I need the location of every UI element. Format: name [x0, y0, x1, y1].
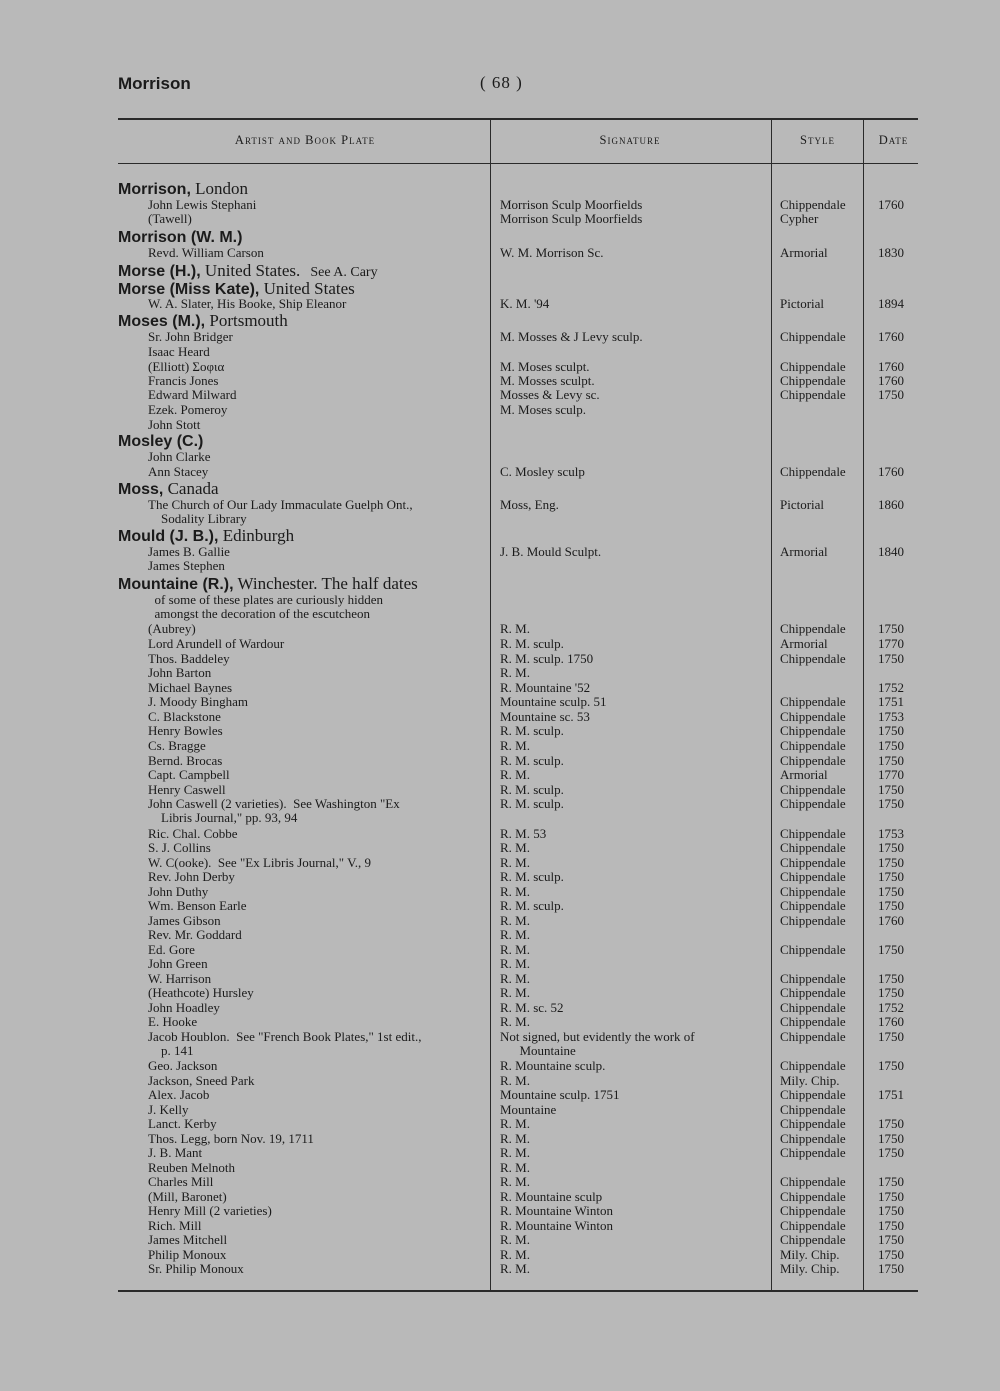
date-cell: 1750 — [878, 985, 904, 1000]
engraver-place: Winchester. The half dates — [233, 574, 418, 593]
signature-cell: R. M. — [500, 884, 530, 899]
style-cell: Chippendale — [780, 197, 846, 212]
style-cell: Chippendale — [780, 1218, 846, 1233]
artist-name: amongst the decoration of the escutcheon — [148, 606, 371, 621]
date-cell: 1750 — [878, 738, 904, 753]
artist-name: J. B. Mant — [148, 1145, 203, 1160]
engraver-surname: Mountaine (R.), — [118, 576, 234, 593]
signature-cell: R. M. — [500, 971, 530, 986]
page-number: ( 68 ) — [480, 73, 523, 92]
date-cell: 1752 — [878, 1000, 904, 1015]
signature-cell: R. Mountaine Winton — [500, 1218, 613, 1233]
artist-name: Edward Milward — [148, 387, 237, 402]
artist-name: W. C(ooke). See "Ex Libris Journal," V., 9 — [148, 855, 372, 870]
style-cell: Chippendale — [780, 464, 846, 479]
style-cell: Chippendale — [780, 913, 846, 928]
style-cell: Mily. Chip. — [780, 1247, 840, 1262]
date-cell: 1750 — [878, 840, 904, 855]
artist-name: John Stott — [148, 417, 201, 432]
signature-cell: M. Moses sculpt. — [500, 359, 590, 374]
artist-name: Geo. Jackson — [148, 1058, 218, 1073]
engraver-place: United States. — [200, 261, 301, 280]
signature-cell: Moss, Eng. — [500, 497, 559, 512]
style-cell: Chippendale — [780, 651, 846, 666]
engraver-place: Edinburgh — [218, 526, 295, 545]
style-cell: Chippendale — [780, 723, 846, 738]
date-cell: 1770 — [878, 636, 904, 651]
artist-name: Rich. Mill — [148, 1218, 202, 1233]
artist-name: Sr. Philip Monoux — [148, 1261, 244, 1276]
signature-cell: R. M. — [500, 1145, 530, 1160]
artist-name: Ric. Chal. Cobbe — [148, 826, 238, 841]
column-header-signature: Signature — [599, 133, 661, 147]
style-cell: Chippendale — [780, 1087, 846, 1102]
style-cell: Mily. Chip. — [780, 1261, 840, 1276]
artist-name: Bernd. Brocas — [148, 753, 223, 768]
style-cell: Chippendale — [780, 884, 846, 899]
style-cell: Chippendale — [780, 753, 846, 768]
date-cell: 1750 — [878, 723, 904, 738]
style-cell: Chippendale — [780, 1000, 846, 1015]
date-cell: 1860 — [878, 497, 904, 512]
engraver-surname: Morse (Miss Kate), — [118, 281, 260, 298]
artist-name: Thos. Baddeley — [148, 651, 230, 666]
date-cell: 1750 — [878, 1174, 904, 1189]
signature-cell: R. M. — [500, 621, 530, 636]
signature-cell: R. M. — [500, 1160, 530, 1175]
signature-cell: R. M. sculp. — [500, 898, 564, 913]
artist-name: Isaac Heard — [148, 344, 210, 359]
signature-cell: M. Moses sculp. — [500, 402, 586, 417]
artist-name: W. A. Slater, His Booke, Ship Eleanor — [148, 296, 347, 311]
signature-cell: M. Mosses sculpt. — [500, 373, 595, 388]
style-cell: Chippendale — [780, 359, 846, 374]
signature-cell: Mountaine sculp. 1751 — [500, 1087, 620, 1102]
artist-name: Capt. Campbell — [148, 767, 230, 782]
artist-name: (Tawell) — [148, 211, 192, 226]
signature-cell: R. M. sculp. — [500, 636, 564, 651]
date-cell: 1750 — [878, 753, 904, 768]
style-cell: Chippendale — [780, 782, 846, 797]
signature-cell: Mountaine sculp. 51 — [500, 694, 607, 709]
signature-cell: R. M. — [500, 1261, 530, 1276]
style-cell: Armorial — [780, 544, 828, 559]
running-head: Morrison — [118, 74, 191, 93]
artist-name: p. 141 — [148, 1043, 194, 1058]
signature-cell: Mountaine sc. 53 — [500, 709, 590, 724]
signature-cell: R. M. — [500, 1174, 530, 1189]
date-cell: 1750 — [878, 855, 904, 870]
artist-name: (Elliott) Σοφια — [148, 359, 225, 374]
artist-name: Alex. Jacob — [148, 1087, 210, 1102]
engraver-surname: Morrison, — [118, 181, 191, 198]
style-cell: Chippendale — [780, 1029, 846, 1044]
date-cell: 1894 — [878, 296, 904, 311]
artist-name: Ann Stacey — [148, 464, 209, 479]
artist-name: Michael Baynes — [148, 680, 233, 695]
style-cell: Chippendale — [780, 373, 846, 388]
date-cell: 1750 — [878, 1145, 904, 1160]
column-header-style: Style — [800, 133, 835, 147]
signature-cell: Mountaine — [500, 1102, 557, 1117]
style-cell: Chippendale — [780, 869, 846, 884]
style-cell: Chippendale — [780, 971, 846, 986]
signature-cell: R. M. sculp. — [500, 753, 564, 768]
style-cell: Chippendale — [780, 621, 846, 636]
date-cell: 1750 — [878, 1116, 904, 1131]
artist-name: Ed. Gore — [148, 942, 195, 957]
signature-cell: Mountaine — [500, 1043, 576, 1058]
artist-name: Henry Caswell — [148, 782, 226, 797]
artist-name: Rev. John Derby — [148, 869, 235, 884]
date-cell: 1770 — [878, 767, 904, 782]
signature-cell: C. Mosley sculp — [500, 464, 585, 479]
style-cell: Chippendale — [780, 898, 846, 913]
style-cell: Chippendale — [780, 1116, 846, 1131]
style-cell: Cypher — [780, 211, 819, 226]
artist-name: Lanct. Kerby — [148, 1116, 217, 1131]
date-cell: 1760 — [878, 464, 904, 479]
signature-cell: Mosses & Levy sc. — [500, 387, 600, 402]
style-cell: Chippendale — [780, 1131, 846, 1146]
signature-cell: R. M. — [500, 985, 530, 1000]
artist-name: Henry Bowles — [148, 723, 223, 738]
artist-name: Wm. Benson Earle — [148, 898, 247, 913]
artist-name: Rev. Mr. Goddard — [148, 927, 242, 942]
signature-cell: R. M. — [500, 855, 530, 870]
date-cell: 1752 — [878, 680, 904, 695]
style-cell: Chippendale — [780, 942, 846, 957]
style-cell: Chippendale — [780, 329, 846, 344]
signature-cell: M. Mosses & J Levy sculp. — [500, 329, 643, 344]
signature-cell: R. M. — [500, 738, 530, 753]
signature-cell: R. Mountaine sculp. — [500, 1058, 606, 1073]
date-cell: 1760 — [878, 197, 904, 212]
artist-name: Sodality Library — [148, 511, 247, 526]
signature-cell: W. M. Morrison Sc. — [500, 245, 604, 260]
artist-name: Henry Mill (2 varieties) — [148, 1203, 272, 1218]
date-cell: 1750 — [878, 1218, 904, 1233]
engraver-surname: Moses (M.), — [118, 313, 206, 330]
engraver-surname: Moss, — [118, 481, 164, 498]
artist-name: James Stephen — [148, 558, 225, 573]
artist-name: C. Blackstone — [148, 709, 221, 724]
date-cell: 1750 — [878, 1232, 904, 1247]
date-cell: 1750 — [878, 1247, 904, 1262]
style-cell: Chippendale — [780, 1232, 846, 1247]
signature-cell: Not signed, but evidently the work of — [500, 1029, 695, 1044]
signature-cell: J. B. Mould Sculpt. — [500, 544, 602, 559]
date-cell: 1760 — [878, 373, 904, 388]
artist-name: John Lewis Stephani — [148, 197, 257, 212]
signature-cell: R. M. sculp. — [500, 782, 564, 797]
date-cell: 1751 — [878, 1087, 904, 1102]
engraver-surname: Morse (H.), — [118, 263, 201, 280]
style-cell: Chippendale — [780, 1058, 846, 1073]
style-cell: Chippendale — [780, 796, 846, 811]
date-cell: 1750 — [878, 796, 904, 811]
date-cell: 1750 — [878, 869, 904, 884]
engraver-place: United States — [259, 279, 355, 298]
signature-cell: R. M. — [500, 1073, 530, 1088]
artist-name: Sr. John Bridger — [148, 329, 233, 344]
date-cell: 1750 — [878, 1058, 904, 1073]
style-cell: Chippendale — [780, 694, 846, 709]
style-cell: Chippendale — [780, 1174, 846, 1189]
signature-cell: R. M. — [500, 1232, 530, 1247]
date-cell: 1750 — [878, 1189, 904, 1204]
artist-name: of some of these plates are curiously hidden — [148, 592, 384, 607]
date-cell: 1750 — [878, 387, 904, 402]
artist-name: John Green — [148, 956, 208, 971]
artist-name: John Clarke — [148, 449, 211, 464]
style-cell: Chippendale — [780, 1203, 846, 1218]
engraver-surname: Mould (J. B.), — [118, 528, 219, 545]
signature-cell: R. M. — [500, 927, 530, 942]
signature-cell: R. M. — [500, 942, 530, 957]
signature-cell: Morrison Sculp Moorfields — [500, 197, 643, 212]
artist-name: (Mill, Baronet) — [148, 1189, 227, 1204]
artist-name: Philip Monoux — [148, 1247, 227, 1262]
artist-name: John Barton — [148, 665, 212, 680]
artist-name: Thos. Legg, born Nov. 19, 1711 — [148, 1131, 314, 1146]
signature-cell: R. M. — [500, 913, 530, 928]
date-cell: 1750 — [878, 1131, 904, 1146]
date-cell: 1830 — [878, 245, 904, 260]
artist-name: Charles Mill — [148, 1174, 214, 1189]
style-cell: Chippendale — [780, 855, 846, 870]
date-cell: 1750 — [878, 884, 904, 899]
signature-cell: R. M. — [500, 1116, 530, 1131]
artist-name: Cs. Bragge — [148, 738, 206, 753]
artist-name: J. Kelly — [148, 1102, 189, 1117]
column-header-date: Date — [878, 133, 909, 147]
style-cell: Chippendale — [780, 1102, 846, 1117]
date-cell: 1750 — [878, 1261, 904, 1276]
artist-name: John Hoadley — [148, 1000, 220, 1015]
engraver-place: London — [190, 179, 249, 198]
date-cell: 1840 — [878, 544, 904, 559]
style-cell: Pictorial — [780, 296, 825, 311]
artist-name: J. Moody Bingham — [148, 694, 249, 709]
signature-cell: R. M. — [500, 1131, 530, 1146]
signature-cell: R. M. — [500, 767, 530, 782]
artist-name: The Church of Our Lady Immaculate Guelph Ont., — [148, 497, 413, 512]
signature-cell: R. M. — [500, 665, 530, 680]
style-cell: Armorial — [780, 767, 828, 782]
signature-cell: R. M. sculp. — [500, 796, 564, 811]
artist-name: James Mitchell — [148, 1232, 228, 1247]
artist-name: Jackson, Sneed Park — [148, 1073, 255, 1088]
engraver-surname: Mosley (C.) — [118, 433, 204, 450]
cross-reference-note: See A. Cary — [310, 265, 378, 280]
date-cell: 1750 — [878, 942, 904, 957]
artist-name: James Gibson — [148, 913, 221, 928]
style-cell: Chippendale — [780, 738, 846, 753]
artist-name: Ezek. Pomeroy — [148, 402, 228, 417]
artist-name: John Duthy — [148, 884, 209, 899]
style-cell: Chippendale — [780, 387, 846, 402]
signature-cell: Morrison Sculp Moorfields — [500, 211, 643, 226]
style-cell: Chippendale — [780, 709, 846, 724]
style-cell: Chippendale — [780, 840, 846, 855]
column-header-artist: Artist and Book Plate — [234, 133, 376, 147]
artist-name: Libris Journal," pp. 93, 94 — [148, 810, 298, 825]
style-cell: Armorial — [780, 245, 828, 260]
style-cell: Chippendale — [780, 1189, 846, 1204]
signature-cell: R. M. — [500, 1247, 530, 1262]
artist-name: Jacob Houblon. See "French Book Plates," 1st edit., — [148, 1029, 422, 1044]
signature-cell: K. M. '94 — [500, 296, 550, 311]
artist-name: W. Harrison — [148, 971, 212, 986]
signature-cell: R. M. — [500, 1014, 530, 1029]
signature-cell: R. Mountaine '52 — [500, 680, 591, 695]
date-cell: 1760 — [878, 329, 904, 344]
date-cell: 1750 — [878, 651, 904, 666]
signature-cell: R. Mountaine sculp — [500, 1189, 603, 1204]
date-cell: 1753 — [878, 826, 904, 841]
engraver-surname: Morrison (W. M.) — [118, 229, 243, 246]
signature-cell: R. M. sculp. — [500, 869, 564, 884]
artist-name: Francis Jones — [148, 373, 219, 388]
artist-name: John Caswell (2 varieties). See Washington "Ex — [148, 796, 400, 811]
style-cell: Pictorial — [780, 497, 825, 512]
style-cell: Mily. Chip. — [780, 1073, 840, 1088]
engraver-place: Canada — [163, 479, 219, 498]
signature-cell: R. M. sc. 52 — [500, 1000, 564, 1015]
signature-cell: R. M. sculp. — [500, 723, 564, 738]
signature-cell: R. M. — [500, 840, 530, 855]
artist-name: (Heathcote) Hursley — [148, 985, 254, 1000]
date-cell: 1760 — [878, 913, 904, 928]
artist-name: James B. Gallie — [148, 544, 230, 559]
artist-name: S. J. Collins — [148, 840, 211, 855]
signature-cell: R. M. sculp. 1750 — [500, 651, 594, 666]
date-cell: 1751 — [878, 694, 904, 709]
date-cell: 1750 — [878, 782, 904, 797]
date-cell: 1750 — [878, 1203, 904, 1218]
artist-name: E. Hooke — [148, 1014, 198, 1029]
date-cell: 1750 — [878, 621, 904, 636]
signature-cell: R. M. — [500, 956, 530, 971]
engraver-place: Portsmouth — [205, 311, 288, 330]
signature-cell: R. M. 53 — [500, 826, 547, 841]
artist-name: Lord Arundell of Wardour — [148, 636, 285, 651]
artist-name: Revd. William Carson — [148, 245, 264, 260]
date-cell: 1753 — [878, 709, 904, 724]
date-cell: 1760 — [878, 1014, 904, 1029]
date-cell: 1750 — [878, 1029, 904, 1044]
date-cell: 1750 — [878, 898, 904, 913]
date-cell: 1760 — [878, 359, 904, 374]
artist-name: Reuben Melnoth — [148, 1160, 236, 1175]
signature-cell: R. Mountaine Winton — [500, 1203, 613, 1218]
style-cell: Chippendale — [780, 1014, 846, 1029]
style-cell: Chippendale — [780, 826, 846, 841]
style-cell: Armorial — [780, 636, 828, 651]
date-cell: 1750 — [878, 971, 904, 986]
style-cell: Chippendale — [780, 1145, 846, 1160]
style-cell: Chippendale — [780, 985, 846, 1000]
artist-name: (Aubrey) — [148, 621, 196, 636]
